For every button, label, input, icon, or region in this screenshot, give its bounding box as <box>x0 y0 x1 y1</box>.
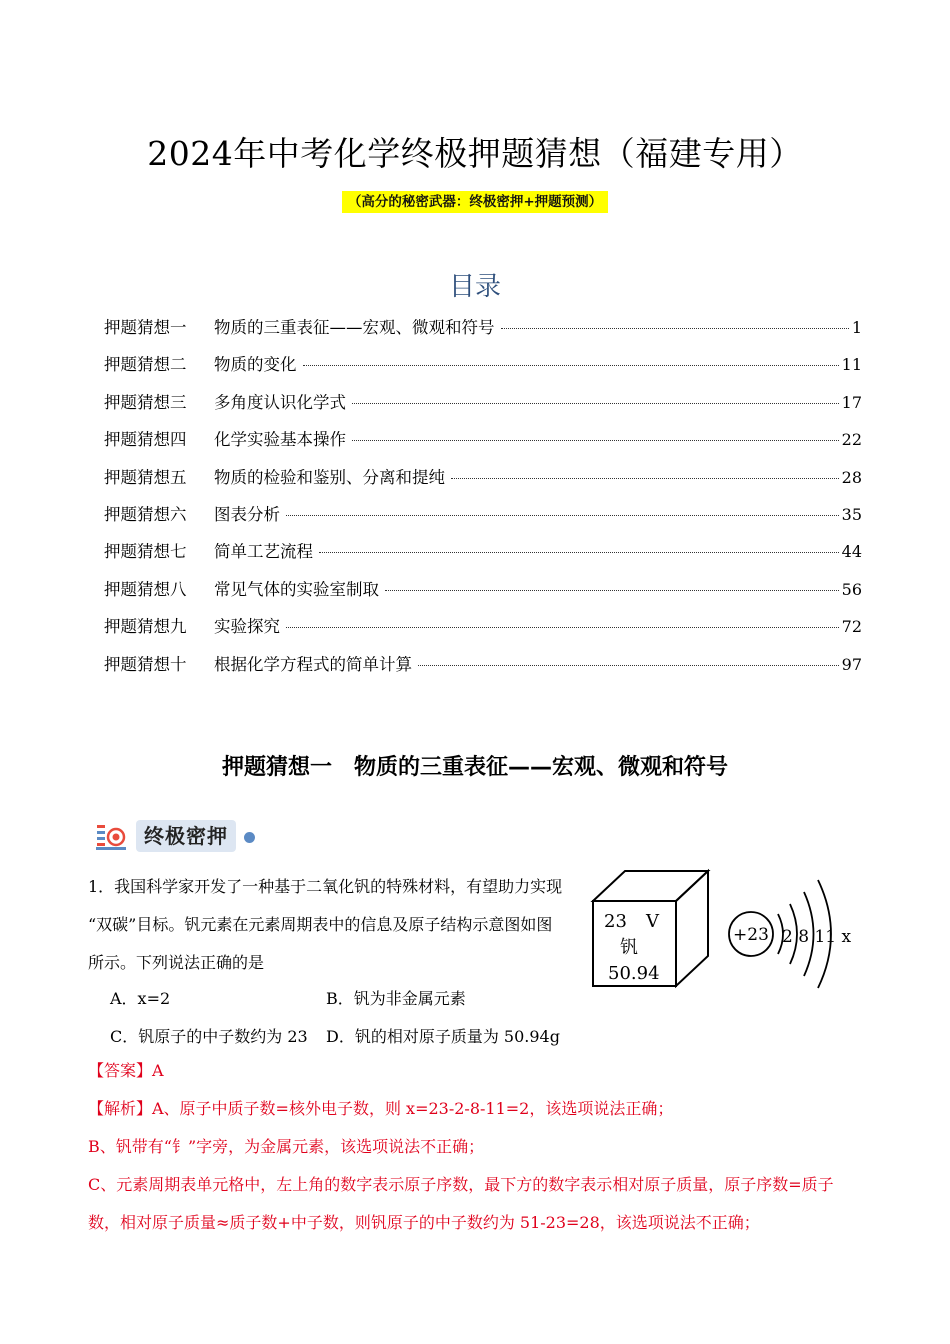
toc-entry-label: 押题猜想八 <box>104 579 187 599</box>
answer-line: 【答案】A <box>88 1061 164 1080</box>
toc-entry-label: 押题猜想二 <box>104 355 187 375</box>
toc-entry-page: 1 <box>851 318 862 337</box>
toc-entry-label: 押题猜想一 <box>104 318 187 337</box>
toc-leader-dots <box>286 515 839 516</box>
toc-entry-page: 28 <box>841 467 862 487</box>
table-of-contents <box>104 314 862 688</box>
analysis-line: 数，相对原子质量≈质子数+中子数，则钒原子的中子数约为 51-23=28，该选项说法不正确； <box>88 1213 760 1232</box>
toc-entry[interactable] <box>104 464 862 501</box>
target-icon <box>96 823 126 851</box>
analysis-line: C、元素周期表单元格中，左上角的数字表示原子序数，最下方的数字表示相对原子质量，原子序数=质子 <box>88 1175 834 1194</box>
option-c[interactable]: C．钒原子的中子数约为 23 <box>110 1027 308 1046</box>
toc-entry[interactable] <box>104 538 862 575</box>
toc-entry-name: 根据化学方程式的简单计算 <box>214 654 412 674</box>
periodic-table-cell <box>593 871 708 986</box>
document-subtitle: （高分的秘密武器：终极密押+押题预测） <box>342 191 608 213</box>
toc-entry-page: 22 <box>841 430 862 450</box>
toc-entry-name: 简单工艺流程 <box>214 542 313 562</box>
toc-leader-dots <box>319 552 839 553</box>
option-b[interactable]: B．钒为非金属元素 <box>326 989 466 1008</box>
toc-entry[interactable] <box>104 651 862 688</box>
toc-entry-page: 44 <box>841 542 862 562</box>
question-line: 1．我国科学家开发了一种基于二氧化钒的特殊材料，有望助力实现 <box>88 877 563 896</box>
section-badge <box>96 817 266 857</box>
toc-leader-dots <box>451 478 839 479</box>
toc-leader-dots <box>286 627 839 628</box>
toc-entry[interactable] <box>104 314 862 351</box>
toc-entry-name: 实验探究 <box>214 617 280 637</box>
option-a[interactable]: A．x=2 <box>110 989 171 1008</box>
toc-entry-page: 17 <box>841 392 862 412</box>
toc-entry-label: 押题猜想七 <box>104 542 187 562</box>
toc-entry-label: 押题猜想九 <box>104 617 187 637</box>
toc-entry-label: 押题猜想四 <box>104 430 187 450</box>
toc-heading: 目录 <box>448 272 501 302</box>
toc-entry-name: 物质的三重表征——宏观、微观和符号 <box>214 318 495 337</box>
atomic-number: 23 <box>604 911 627 932</box>
question-stem <box>88 868 588 982</box>
toc-entry-label: 押题猜想十 <box>104 654 187 674</box>
toc-entry[interactable] <box>104 351 862 388</box>
toc-entry-name: 多角度认识化学式 <box>214 392 346 412</box>
analysis-line: B、钒带有“钅”字旁，为金属元素，该选项说法不正确； <box>88 1137 485 1156</box>
element-name: 钒 <box>620 937 638 958</box>
section-title: 押题猜想一 物质的三重表征——宏观、微观和符号 <box>221 755 728 780</box>
question-options <box>110 980 580 1056</box>
toc-entry-name: 物质的检验和鉴别、分离和提纯 <box>214 467 445 487</box>
document-title: 2024年中考化学终极押题猜想（福建专用） <box>147 134 803 173</box>
toc-entry-name: 化学实验基本操作 <box>214 430 346 450</box>
toc-leader-dots <box>385 590 839 591</box>
toc-entry-label: 押题猜想三 <box>104 392 187 412</box>
toc-entry-label: 押题猜想六 <box>104 504 187 524</box>
toc-entry[interactable] <box>104 576 862 613</box>
vanadium-figure <box>590 868 860 998</box>
atomic-mass: 50.94 <box>608 963 660 984</box>
toc-entry-name: 图表分析 <box>214 504 280 524</box>
option-d[interactable]: D．钒的相对原子质量为 50.94g <box>326 1027 560 1046</box>
toc-leader-dots <box>352 440 839 441</box>
answer-block <box>88 1052 878 1242</box>
toc-entry[interactable] <box>104 613 862 650</box>
toc-entry-page: 11 <box>841 355 862 375</box>
badge-label: 终极密押 <box>136 820 236 852</box>
toc-entry-name: 物质的变化 <box>214 355 297 375</box>
analysis-line: 【解析】A、原子中质子数=核外电子数，则 x=23-2-8-11=2，该选项说法正确； <box>88 1099 674 1118</box>
toc-entry-page: 97 <box>841 654 862 674</box>
toc-leader-dots <box>303 365 839 366</box>
toc-entry[interactable] <box>104 501 862 538</box>
subtitle-wrap <box>0 191 950 213</box>
toc-entry-name: 常见气体的实验室制取 <box>214 579 379 599</box>
question-line: “双碳”目标。钒元素在元素周期表中的信息及原子结构示意图如图 <box>88 915 553 934</box>
toc-entry[interactable] <box>104 389 862 426</box>
toc-entry-label: 押题猜想五 <box>104 467 187 487</box>
atomic-structure-diagram <box>729 880 851 988</box>
toc-entry-page: 35 <box>841 504 862 524</box>
toc-leader-dots <box>352 403 839 404</box>
toc-entry-page: 56 <box>841 579 862 599</box>
toc-leader-dots <box>418 665 839 666</box>
electron-shells: 2 8 11 x <box>782 927 852 947</box>
element-symbol: V <box>646 911 659 932</box>
nucleus-charge: +23 <box>733 925 769 945</box>
toc-entry-page: 72 <box>841 617 862 637</box>
toc-entry[interactable] <box>104 426 862 463</box>
toc-leader-dots <box>501 328 849 329</box>
badge-dot-icon <box>244 832 255 843</box>
question-line: 所示。下列说法正确的是 <box>88 953 265 972</box>
